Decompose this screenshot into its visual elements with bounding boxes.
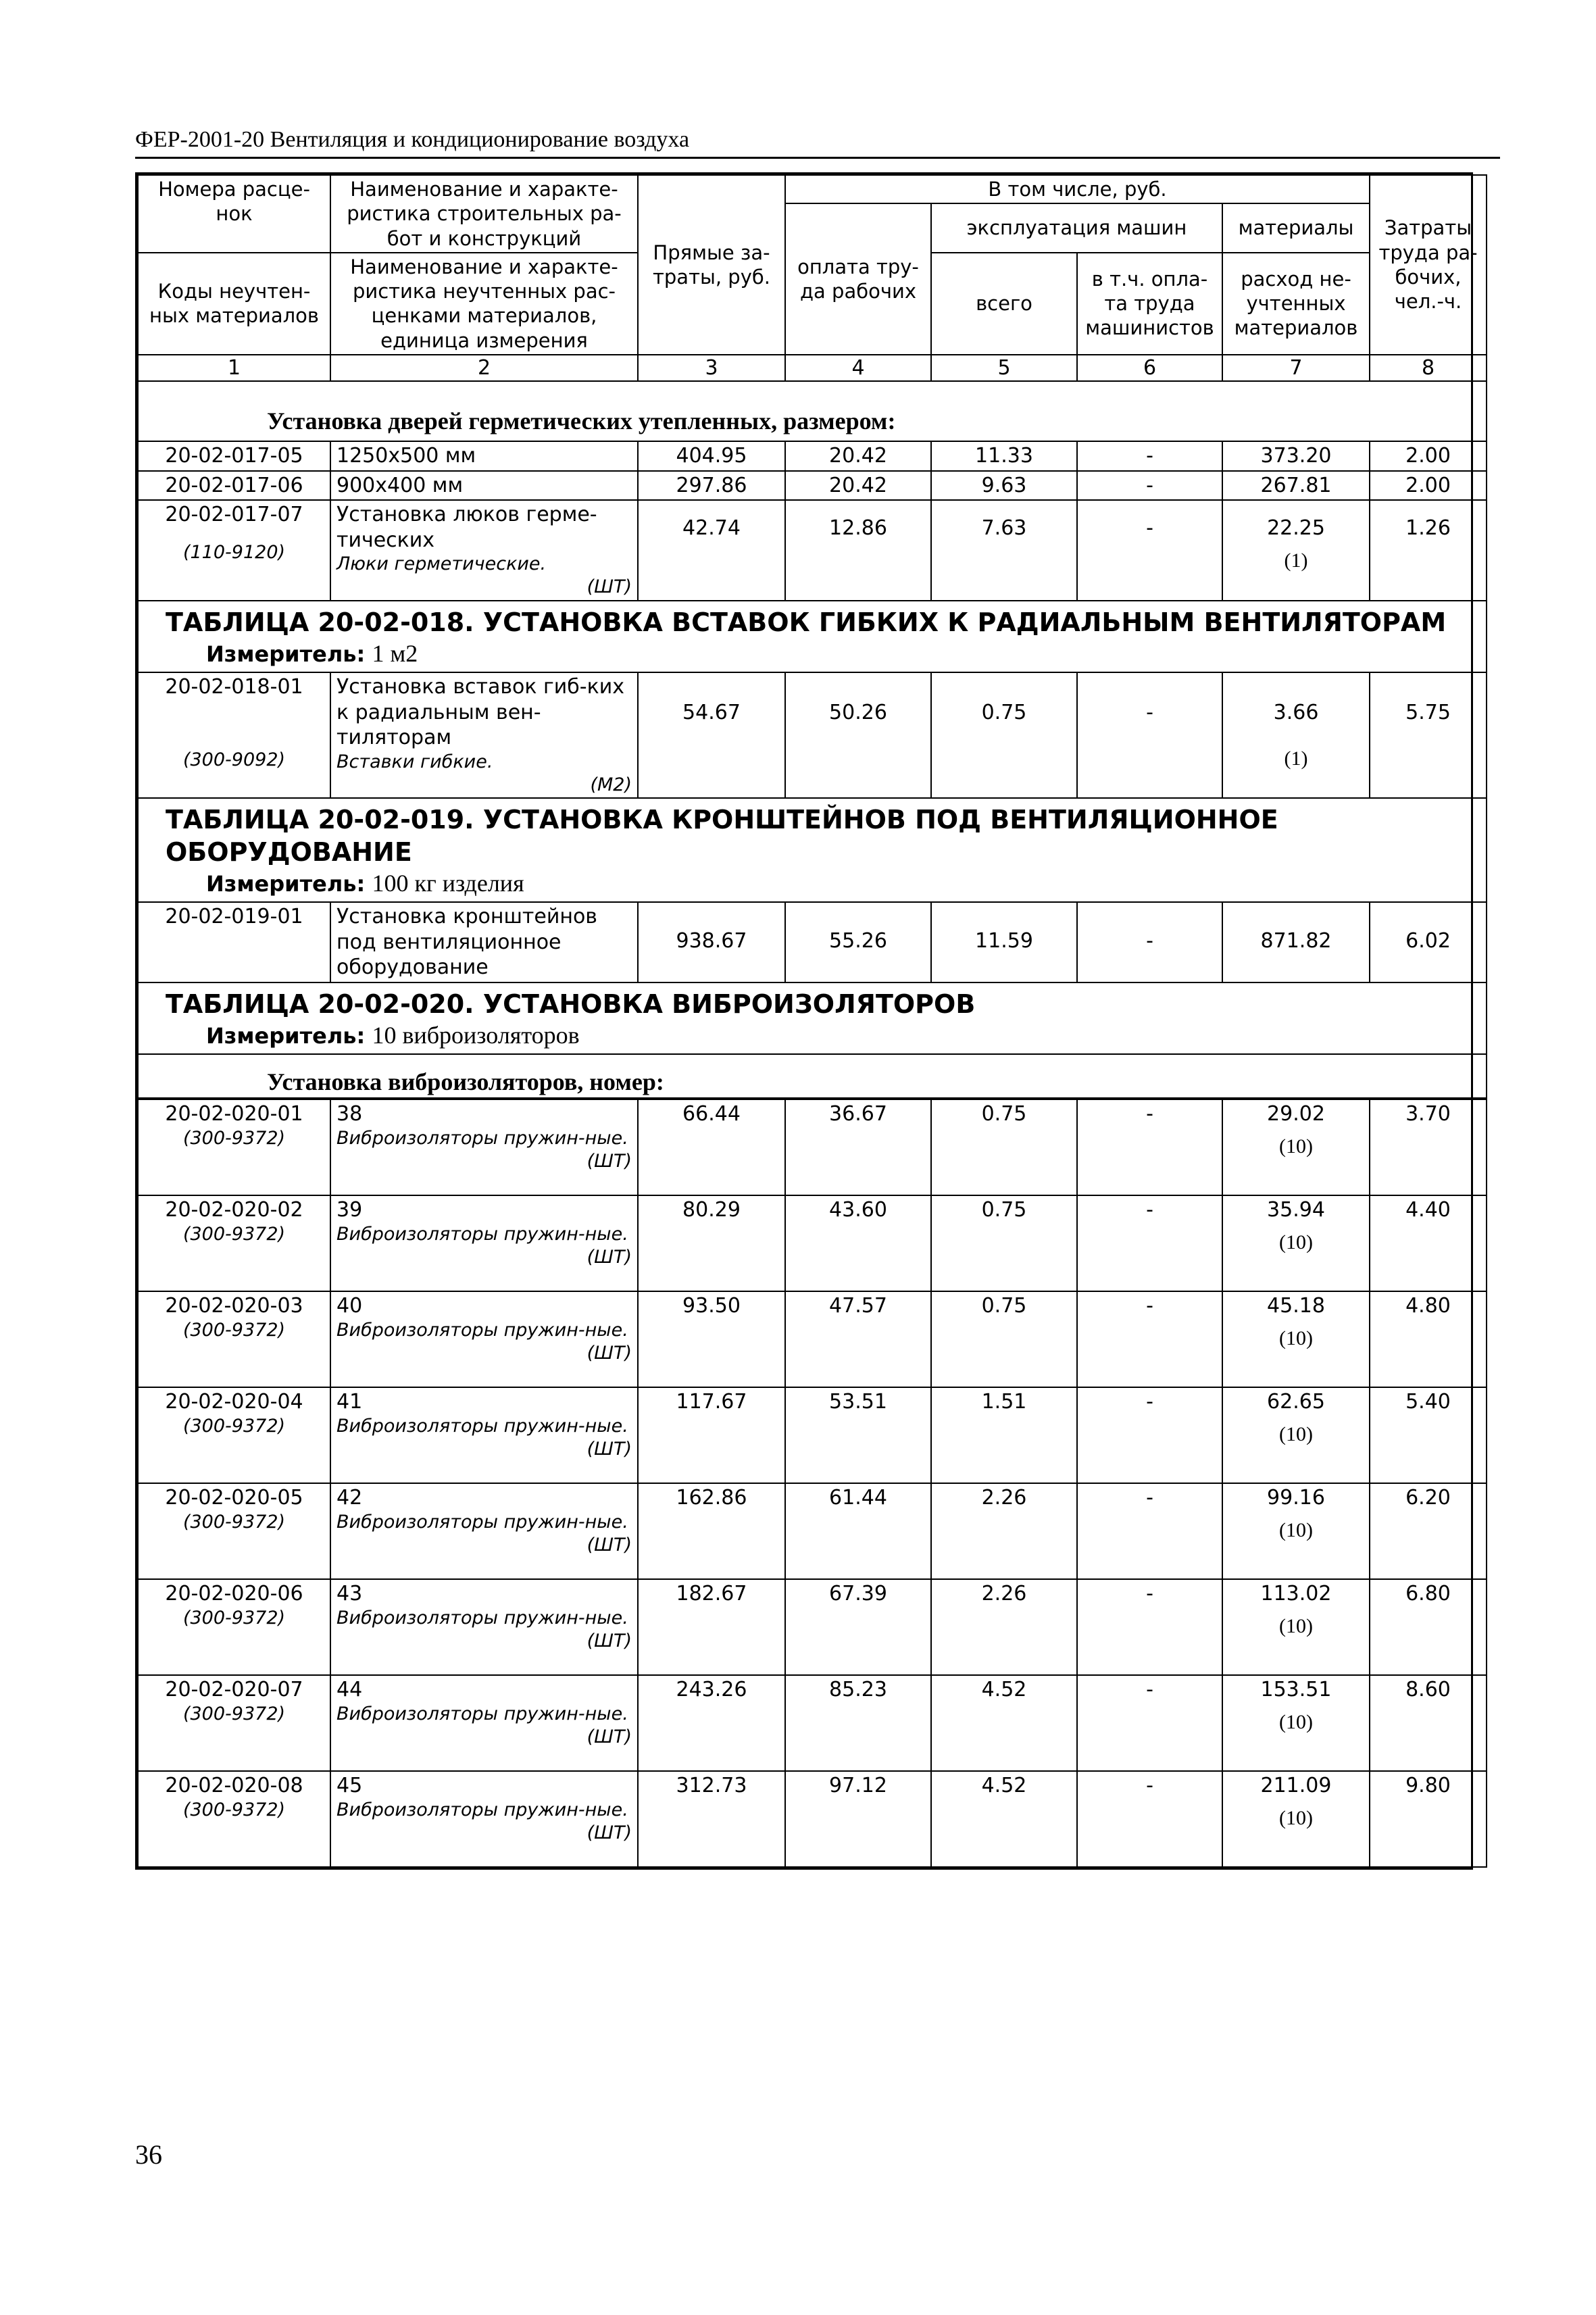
col-num: 1 bbox=[138, 355, 330, 382]
labor-hours: 5.40 bbox=[1370, 1387, 1487, 1483]
materials-cost: 62.65 bbox=[1267, 1390, 1325, 1414]
measure-line bbox=[139, 639, 1486, 672]
table-title: ТАБЛИЦА 20-02-019. УСТАНОВКА КРОНШТЕЙНОВ ПОД ВЕНТИЛЯЦИОННОЕ ОБОРУДОВАНИЕ bbox=[166, 805, 1278, 867]
material-code: (110-9120) bbox=[182, 541, 286, 563]
material-name: Виброизоляторы пружин-ные. bbox=[336, 1607, 628, 1628]
direct-cost: 54.67 bbox=[638, 672, 785, 798]
rate-code: 20-02-020-06 bbox=[165, 1582, 303, 1606]
machine-cost: 1.51 bbox=[931, 1387, 1077, 1483]
machine-cost: 0.75 bbox=[931, 1099, 1077, 1195]
col-num: 3 bbox=[638, 355, 785, 382]
labor-cost: 67.39 bbox=[785, 1579, 931, 1675]
materials-cost: 99.16 bbox=[1267, 1486, 1325, 1510]
labor-cost: 12.86 bbox=[785, 500, 931, 601]
materials-cost: 267.81 bbox=[1222, 471, 1370, 501]
rate-name: 41 bbox=[336, 1390, 363, 1414]
col-num: 2 bbox=[330, 355, 638, 382]
material-unit: (ШТ) bbox=[587, 1726, 632, 1747]
rate-code: 20-02-020-02 bbox=[165, 1198, 303, 1222]
materials-cost: 871.82 bbox=[1222, 902, 1370, 982]
material-qty: (1) bbox=[1284, 747, 1308, 770]
material-unit: (ШТ) bbox=[587, 1150, 632, 1172]
machine-cost: 0.75 bbox=[931, 672, 1077, 798]
col-header-mach-total: всего bbox=[931, 253, 1077, 355]
table-row bbox=[138, 500, 1487, 601]
direct-cost: 312.73 bbox=[638, 1771, 785, 1867]
labor-cost: 85.23 bbox=[785, 1675, 931, 1771]
measure-value: 10 виброизоляторов bbox=[372, 1022, 580, 1049]
machinist-labor: - bbox=[1077, 1291, 1222, 1387]
labor-cost: 61.44 bbox=[785, 1483, 931, 1579]
materials-cost: 211.09 bbox=[1260, 1774, 1332, 1798]
material-name: Виброизоляторы пружин-ные. bbox=[336, 1703, 628, 1724]
measure-label: Измеритель: bbox=[206, 641, 366, 668]
measure-value: 100 кг изделия bbox=[372, 870, 524, 897]
machine-cost: 2.26 bbox=[931, 1579, 1077, 1675]
materials-cost: 3.66 bbox=[1273, 701, 1319, 725]
machinist-labor: - bbox=[1077, 1387, 1222, 1483]
material-code: (300-9372) bbox=[182, 1799, 286, 1820]
machinist-labor: - bbox=[1077, 1771, 1222, 1867]
material-name: Люки герметические. bbox=[336, 553, 547, 575]
labor-hours: 3.70 bbox=[1370, 1099, 1487, 1195]
material-unit: (ШТ) bbox=[587, 1630, 632, 1651]
labor-cost: 97.12 bbox=[785, 1771, 931, 1867]
col-header-including: В том числе, руб. bbox=[785, 175, 1370, 203]
rate-code: 20-02-017-06 bbox=[138, 471, 330, 501]
col-header-name: Наименование и характе-ристика строительных ра-бот и конструкций bbox=[330, 175, 638, 253]
material-unit: (ШТ) bbox=[587, 1822, 632, 1843]
labor-hours: 2.00 bbox=[1370, 441, 1487, 471]
table-row bbox=[138, 672, 1487, 798]
col-num: 5 bbox=[931, 355, 1077, 382]
material-unit: (ШТ) bbox=[587, 1438, 632, 1460]
measure-label: Измеритель: bbox=[206, 871, 366, 897]
labor-cost: 50.26 bbox=[785, 672, 931, 798]
materials-cost: 153.51 bbox=[1260, 1678, 1332, 1702]
material-name: Виброизоляторы пружин-ные. bbox=[336, 1415, 628, 1437]
rate-name: 44 bbox=[336, 1678, 363, 1702]
measure-line bbox=[139, 1020, 1486, 1053]
col-header-mat-usage: расход не-учтенных материалов bbox=[1222, 253, 1370, 355]
table-row bbox=[138, 1291, 1487, 1387]
rate-code: 20-02-020-05 bbox=[165, 1486, 303, 1510]
machine-cost: 11.59 bbox=[931, 902, 1077, 982]
table-row bbox=[138, 471, 1487, 501]
direct-cost: 162.86 bbox=[638, 1483, 785, 1579]
rate-name: 40 bbox=[336, 1294, 363, 1318]
labor-cost: 20.42 bbox=[785, 471, 931, 501]
machine-cost: 7.63 bbox=[931, 500, 1077, 601]
col-header-hours: Затраты труда ра-бочих, чел.-ч. bbox=[1370, 175, 1487, 355]
materials-cost: 373.20 bbox=[1222, 441, 1370, 471]
measure-value: 1 м2 bbox=[372, 640, 418, 668]
labor-hours: 9.80 bbox=[1370, 1771, 1487, 1867]
materials-cost: 22.25 bbox=[1267, 516, 1325, 541]
machinist-labor: - bbox=[1077, 471, 1222, 501]
labor-cost: 47.57 bbox=[785, 1291, 931, 1387]
rate-code: 20-02-018-01 bbox=[165, 675, 303, 699]
labor-cost: 20.42 bbox=[785, 441, 931, 471]
col-header-mach-labor: в т.ч. опла-та труда машинистов bbox=[1077, 253, 1222, 355]
material-qty: (10) bbox=[1279, 1326, 1313, 1349]
section-title: Установка виброизоляторов, номер: bbox=[138, 1054, 1487, 1098]
machine-cost: 0.75 bbox=[931, 1291, 1077, 1387]
price-table bbox=[135, 172, 1478, 1870]
machinist-labor: - bbox=[1077, 441, 1222, 471]
rate-name: 39 bbox=[336, 1198, 363, 1222]
page-header: ФЕР-2001-20 Вентиляция и кондиционирование воздуха bbox=[135, 127, 1500, 159]
materials-cost: 29.02 bbox=[1267, 1102, 1325, 1126]
direct-cost: 243.26 bbox=[638, 1675, 785, 1771]
labor-hours: 2.00 bbox=[1370, 471, 1487, 501]
material-name: Виброизоляторы пружин-ные. bbox=[336, 1223, 628, 1245]
table-title: ТАБЛИЦА 20-02-018. УСТАНОВКА ВСТАВОК ГИБКИХ К РАДИАЛЬНЫМ ВЕНТИЛЯТОРАМ bbox=[166, 607, 1447, 637]
material-qty: (10) bbox=[1279, 1806, 1313, 1829]
column-numbers bbox=[138, 355, 1487, 382]
machine-cost: 2.26 bbox=[931, 1483, 1077, 1579]
direct-cost: 93.50 bbox=[638, 1291, 785, 1387]
table-row bbox=[138, 1099, 1487, 1195]
rate-code: 20-02-017-07 bbox=[165, 503, 303, 527]
materials-cost: 113.02 bbox=[1260, 1582, 1332, 1606]
col-header-direct: Прямые за-траты, руб. bbox=[638, 175, 785, 355]
table-title: ТАБЛИЦА 20-02-020. УСТАНОВКА ВИБРОИЗОЛЯТОРОВ bbox=[166, 989, 976, 1019]
col-num: 4 bbox=[785, 355, 931, 382]
material-qty: (10) bbox=[1279, 1230, 1313, 1253]
material-code: (300-9372) bbox=[182, 1511, 286, 1533]
rate-code: 20-02-020-08 bbox=[165, 1774, 303, 1798]
table-row bbox=[138, 1675, 1487, 1771]
rate-name: 42 bbox=[336, 1486, 363, 1510]
labor-hours: 4.40 bbox=[1370, 1195, 1487, 1291]
rate-name: 38 bbox=[336, 1102, 363, 1126]
material-code: (300-9092) bbox=[182, 749, 286, 770]
material-name: Вставки гибкие. bbox=[336, 751, 493, 772]
rate-name: 900x400 мм bbox=[330, 471, 638, 501]
labor-hours: 6.02 bbox=[1370, 902, 1487, 982]
labor-hours: 6.20 bbox=[1370, 1483, 1487, 1579]
rate-name: 1250x500 мм bbox=[330, 441, 638, 471]
material-qty: (10) bbox=[1279, 1614, 1313, 1637]
material-unit: (ШТ) bbox=[587, 1534, 632, 1555]
machinist-labor: - bbox=[1077, 1195, 1222, 1291]
material-qty: (10) bbox=[1279, 1710, 1313, 1733]
material-unit: (ШТ) bbox=[587, 1246, 632, 1268]
table-row bbox=[138, 1483, 1487, 1579]
direct-cost: 117.67 bbox=[638, 1387, 785, 1483]
machinist-labor: - bbox=[1077, 902, 1222, 982]
rate-code: 20-02-020-04 bbox=[165, 1390, 303, 1414]
table-row bbox=[138, 1195, 1487, 1291]
material-code: (300-9372) bbox=[182, 1607, 286, 1628]
machine-cost: 9.63 bbox=[931, 471, 1077, 501]
material-code: (300-9372) bbox=[182, 1127, 286, 1149]
material-qty: (10) bbox=[1279, 1518, 1313, 1541]
material-name: Виброизоляторы пружин-ные. bbox=[336, 1127, 628, 1149]
col-num: 6 bbox=[1077, 355, 1222, 382]
material-unit: (ШТ) bbox=[587, 1342, 632, 1364]
direct-cost: 66.44 bbox=[638, 1099, 785, 1195]
rate-name: Установка вставок гиб-ких к радиальным вен-тиляторам bbox=[336, 675, 625, 750]
col-header-machines: эксплуатация машин bbox=[931, 203, 1222, 253]
section-title: Установка дверей герметических утепленных, размером: bbox=[138, 397, 1487, 441]
machine-cost: 11.33 bbox=[931, 441, 1077, 471]
material-name: Виброизоляторы пружин-ные. bbox=[336, 1319, 628, 1341]
rates-table bbox=[137, 174, 1487, 1099]
table-row bbox=[138, 902, 1487, 982]
labor-cost: 43.60 bbox=[785, 1195, 931, 1291]
rate-code: 20-02-017-05 bbox=[138, 441, 330, 471]
material-qty: (10) bbox=[1279, 1422, 1313, 1445]
labor-hours: 1.26 bbox=[1370, 500, 1487, 601]
rate-code: 20-02-020-01 bbox=[165, 1102, 303, 1126]
material-code: (300-9372) bbox=[182, 1223, 286, 1245]
col-num: 8 bbox=[1370, 355, 1487, 382]
material-unit: (М2) bbox=[590, 774, 632, 795]
machine-cost: 0.75 bbox=[931, 1195, 1077, 1291]
machinist-labor: - bbox=[1077, 1675, 1222, 1771]
labor-cost: 36.67 bbox=[785, 1099, 931, 1195]
col-header-materials: материалы bbox=[1222, 203, 1370, 253]
table-row bbox=[138, 1579, 1487, 1675]
direct-cost: 297.86 bbox=[638, 471, 785, 501]
material-qty: (10) bbox=[1279, 1135, 1313, 1158]
material-unit: (ШТ) bbox=[587, 576, 632, 597]
rate-code: 20-02-020-07 bbox=[165, 1678, 303, 1702]
col-header-mat-name: Наименование и характе-ристика неучтенных рас-ценками материалов, единица измерения bbox=[330, 253, 638, 355]
machinist-labor: - bbox=[1077, 500, 1222, 601]
material-code: (300-9372) bbox=[182, 1319, 286, 1341]
measure-line bbox=[139, 868, 1486, 901]
labor-hours: 4.80 bbox=[1370, 1291, 1487, 1387]
direct-cost: 938.67 bbox=[638, 902, 785, 982]
direct-cost: 42.74 bbox=[638, 500, 785, 601]
measure-label: Измеритель: bbox=[206, 1023, 366, 1049]
labor-hours: 5.75 bbox=[1370, 672, 1487, 798]
machinist-labor: - bbox=[1077, 1099, 1222, 1195]
col-header-code: Номера расце-нок bbox=[138, 175, 330, 253]
rate-name: Установка кронштейнов под вентиляционное оборудование bbox=[330, 902, 638, 982]
machinist-labor: - bbox=[1077, 1579, 1222, 1675]
machine-cost: 4.52 bbox=[931, 1675, 1077, 1771]
page-number: 36 bbox=[135, 2139, 162, 2170]
labor-cost: 55.26 bbox=[785, 902, 931, 982]
rate-name: 45 bbox=[336, 1774, 363, 1798]
machinist-labor: - bbox=[1077, 672, 1222, 798]
table-row bbox=[138, 441, 1487, 471]
rate-code: 20-02-019-01 bbox=[138, 902, 330, 982]
material-code: (300-9372) bbox=[182, 1415, 286, 1437]
material-name: Виброизоляторы пружин-ные. bbox=[336, 1511, 628, 1533]
material-code: (300-9372) bbox=[182, 1703, 286, 1724]
direct-cost: 80.29 bbox=[638, 1195, 785, 1291]
direct-cost: 182.67 bbox=[638, 1579, 785, 1675]
table-row bbox=[138, 1387, 1487, 1483]
machine-cost: 4.52 bbox=[931, 1771, 1077, 1867]
col-header-mat-code: Коды неучтен-ных материалов bbox=[138, 253, 330, 355]
material-qty: (1) bbox=[1284, 549, 1308, 572]
table-row bbox=[138, 1771, 1487, 1867]
materials-cost: 35.94 bbox=[1267, 1198, 1325, 1222]
rate-code: 20-02-020-03 bbox=[165, 1294, 303, 1318]
machinist-labor: - bbox=[1077, 1483, 1222, 1579]
col-header-labor: оплата тру-да рабочих bbox=[785, 203, 931, 355]
labor-cost: 53.51 bbox=[785, 1387, 931, 1483]
labor-hours: 8.60 bbox=[1370, 1675, 1487, 1771]
rate-name: Установка люков герме-тических bbox=[336, 503, 597, 552]
materials-cost: 45.18 bbox=[1267, 1294, 1325, 1318]
material-name: Виброизоляторы пружин-ные. bbox=[336, 1799, 628, 1820]
vibration-isolators-table bbox=[137, 1099, 1487, 1868]
direct-cost: 404.95 bbox=[638, 441, 785, 471]
labor-hours: 6.80 bbox=[1370, 1579, 1487, 1675]
col-num: 7 bbox=[1222, 355, 1370, 382]
rate-name: 43 bbox=[336, 1582, 363, 1606]
